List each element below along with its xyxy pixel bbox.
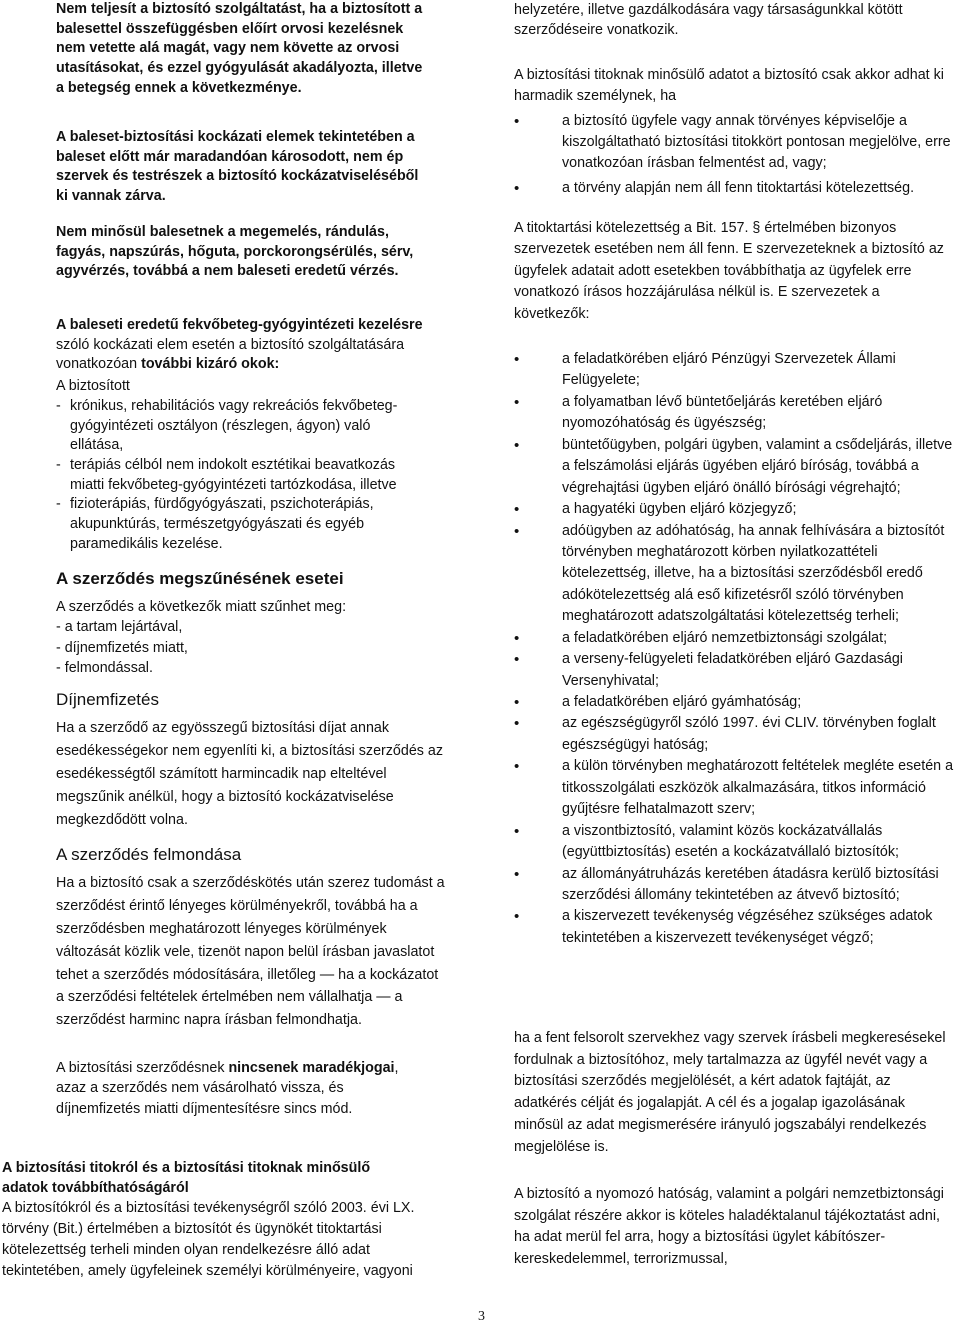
list-item: • a feladatkörében eljáró nemzetbiztonsági szolgálat; xyxy=(514,628,958,649)
list-item: • a hagyatéki ügyben eljáró közjegyző; xyxy=(514,499,958,520)
list-item: • a feladatkörében eljáró gyámhatóság; xyxy=(514,692,958,713)
disclosure-intro: A biztosítási titoknak minősülő adatot a biztosító csak akkor adhat ki harmadik személynek, ha xyxy=(514,67,944,105)
investigation-text: A biztosító a nyomozó hatóság, valamint a polgári nemzetbiztonsági szolgálat részére akkor is köteles haladéktalanul tájékoztatást adni, ha adat merül fel arra, hogy a biztosítási ügylet kábítószer-kereskedelemmel, terrorizmussal, xyxy=(514,1186,944,1268)
secrecy-text: A biztosítókról és a biztosítási tevékenységről szóló 2003. évi LX. törvény (Bit.) értelmében a biztosítót és ügynökét titoktartási kötelezettség terheli minden olyan rendelkezésre álló adat tekintetében, amely ügyfeleinek személyi körülményeire, vagyoni xyxy=(2,1200,415,1280)
heading-cancellation: A szerződés felmondása xyxy=(56,845,242,864)
heading-nonpayment: Díjnemfizetés xyxy=(56,690,159,709)
list-item: - díjnemfizetés miatt, xyxy=(56,639,188,656)
heading-termination: A szerződés megszűnésének esetei xyxy=(56,569,344,588)
request-text: ha a fent felsorolt szervekhez vagy szervek írásbeli megkeresésekel fordulnak a biztosítóhoz, mely tartalmazza az ügyfél nevét vagy a biztosítási szerződés megjelölését, a kért adatok fajtáját, az adatkérés célját és jogalapját. A cél és a jogalap igazolásának minősül az adat megismerésére irányuló jogszabályi rendelkezés megjelölése is. xyxy=(514,1030,946,1155)
list-item: • a folyamatban lévő büntetőeljárás keretében eljáró nyomozóhatóság és ügyészség; xyxy=(514,392,958,435)
paragraph-exclusions xyxy=(56,316,426,555)
list-item: - a tartam lejártával, xyxy=(56,619,183,636)
residual-rights xyxy=(56,1058,426,1119)
list-item: - krónikus, rehabilitációs vagy rekreációs fekvőbeteg-gyógyintézeti osztályon (részlegen, ágyon) való ellátása, xyxy=(56,397,426,456)
paragraph-not-accident: Nem minősül balesetnek a megemelés, rándulás, fagyás, napszúrás, hőguta, porckorongsérülés, sérv, agyvérzés, továbbá a nem baleseti eredetű vérzés. xyxy=(56,224,414,280)
paragraph-no-service: Nem teljesít a biztosító szolgáltatást, ha a biztosított a balesettel összefüggésben előírt orvosi kezelésnek nem vetette alá magát, vagy nem követte az orvosi utasításokat, és ezzel gyógyulását akadályozta, illetve a betegség ennek a következménye. xyxy=(56,1,423,96)
exclusions-intro: A biztosított xyxy=(56,378,130,395)
nonpayment-text: Ha a szerződő az egyösszegű biztosítási díjat annak esedékességekor nem egyenlíti ki, a biztosítási szerződés az esedékességtől számított harmincadik nap elteltével megszűnik anélkül, hogy a biztosító kockázatviselése megkezdődött volna. xyxy=(56,720,444,828)
residual-c: , azaz a szerződés nem vásárolható vissza, és díjnemfizetés miatti díjmentesítésre sincs mód. xyxy=(56,1060,399,1117)
list-item: • a törvény alapján nem áll fenn titoktartási kötelezettség. xyxy=(514,178,954,199)
list-item: - fizioterápiás, fürdőgyógyászati, pszichoterápiás, akupunktúrás, természetgyógyászati és egyéb paramedikális kezelése. xyxy=(56,495,426,554)
list-item: - terápiás célból nem indokolt esztétikai beavatkozás miatti fekvőbeteg-gyógyintézeti tartózkodása, illetve xyxy=(56,456,426,495)
exclusions-bold-b: további kizáró okok: xyxy=(141,356,280,373)
continued-text: helyzetére, illetve gazdálkodására vagy társaságunkkal kötött szerződéseire vonatkozik. xyxy=(514,2,903,39)
organizations-list xyxy=(514,349,958,949)
list-item: - felmondással. xyxy=(56,659,153,676)
list-item: • az állományátruházás keretében átadásra kerülő biztosítási szerződési állomány tekintetében az átvevő biztosító; xyxy=(514,864,958,907)
section-157-text: A titoktartási kötelezettség a Bit. 157. § értelmében bizonyos szervezetek esetében nem áll fenn. E szervezeteknek a biztosító az ügyfelek adatait adott esetekben továbbíthatja az ügyfelek erre vonatkozó írásos hozzájárulása nélkül is. E szervezetek a következők: xyxy=(514,220,944,322)
cancellation-text: Ha a biztosító csak a szerződéskötés után szerez tudomást a szerződést érintő lényeges körülményekről, továbbá ha a szerződésben meghatározott lényeges körülmények változását közlik vele, tizenöt napon belül írásban javaslatot tehet a szerződés módosítására, illetőleg — ha a kockázatot a szerződési feltételek értelmében nem vállalhatja — a szerződést harminc napra írásban felmondhatja. xyxy=(56,875,445,1029)
termination-block xyxy=(56,597,436,678)
disclosure-list xyxy=(514,111,954,200)
list-item: • büntetőügyben, polgári ügyben, valamint a csődeljárás, illetve a felszámolási eljárás ügyében eljáró bíróság, továbbá a végrehajtási ügyben eljáró önálló bírósági végrehajtó; xyxy=(514,435,958,499)
list-item: • a feladatkörében eljáró Pénzügyi Szervezetek Állami Felügyelete; xyxy=(514,349,958,392)
list-item: • a viszontbiztosító, valamint közös kockázatvállalás (együttbiztosítás) esetén a kockázatvállaló biztosítók; xyxy=(514,821,958,864)
residual-b: nincsenek maradékjogai xyxy=(228,1060,395,1076)
exclusions-bold-a: A baleseti eredetű fekvőbeteg-gyógyintézeti kezelésre xyxy=(56,317,423,333)
paragraph-prior-damage: A baleset-biztosítási kockázati elemek tekintetében a baleset előtt már maradandóan károsodott, nem ép szervek és testrészek a biztosító kockázatviseléséből ki vannak zárva. xyxy=(56,129,419,205)
exclusions-list xyxy=(56,397,426,555)
residual-a: A biztosítási szerződésnek xyxy=(56,1060,229,1076)
list-item: • adóügyben az adóhatóság, ha annak felhívására a biztosítót törvényben meghatározott körben nyilatkozattételi kötelezettség, illetve, ha a biztosítási szerződésből eredő adókötelezettség alá eső kifizetésről szóló törvényben meghatározott adatszolgáltatási kötelezettség terheli; xyxy=(514,521,958,628)
list-item: • az egészségügyről szóló 1997. évi CLIV. törvényben foglalt egészségügyi hatóság; xyxy=(514,713,958,756)
list-item: • a verseny-felügyeleti feladatkörében eljáró Gazdasági Versenyhivatal; xyxy=(514,649,958,692)
list-item: • a biztosító ügyfele vagy annak törvényes képviselője a kiszolgáltatható biztosítási titokkört pontosan megjelölve, erre vonatkozóan írásban felmentést ad, vagy; xyxy=(514,111,954,174)
termination-intro: A szerződés a következők miatt szűnhet meg: xyxy=(56,599,347,615)
list-item: • a kiszervezett tevékenység végzéséhez szükséges adatok tekintetében a kiszervezett tevékenységet végző; xyxy=(514,906,958,949)
list-item: • a külön törvényben meghatározott feltételek megléte esetén a titkosszolgálati eszközök alkalmazására, titkos információ gyűjtésre felhatalmazott szerv; xyxy=(514,756,958,820)
heading-secrecy: A biztosítási titokról és a biztosítási titoknak minősülő adatok továbbíthatóságáról xyxy=(2,1160,371,1197)
page-number: 3 xyxy=(478,1309,485,1324)
exclusions-mid: szóló kockázati elem esetén a biztosító szolgáltatására vonatkozóan xyxy=(56,336,405,373)
